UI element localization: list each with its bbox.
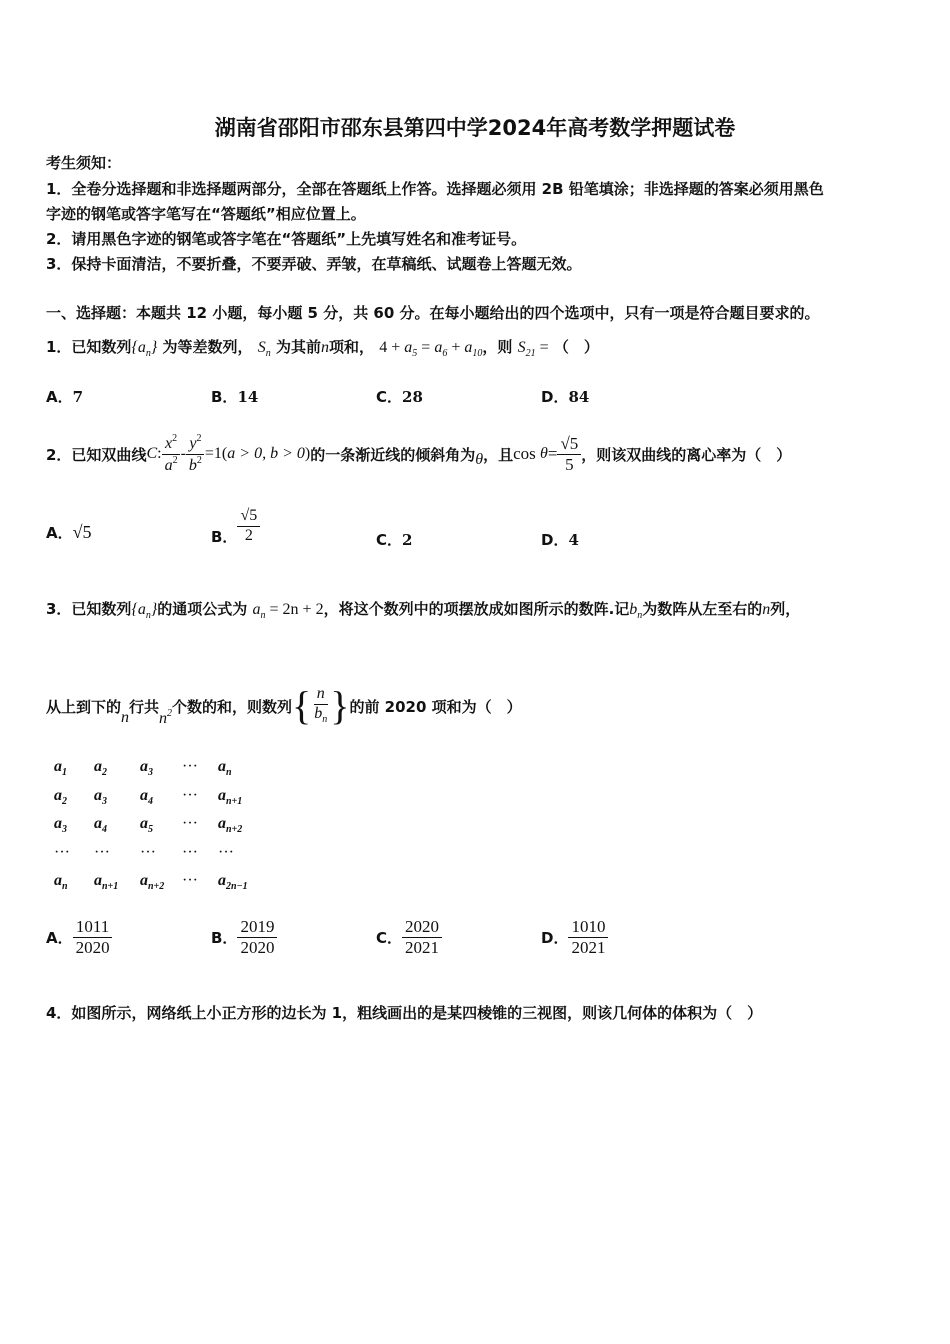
grid-cell: $a_4$ — [140, 787, 153, 807]
q3-option-d[interactable]: D． $\frac{1010}{2021}$ — [541, 918, 608, 957]
q1-text-5: ，则 — [482, 338, 513, 356]
grid-cell: $a_2$ — [54, 787, 67, 807]
question-3-line-2 — [46, 678, 522, 734]
q3-n-squared: $n^2$ — [159, 708, 173, 727]
notice-line-1a: 1．全卷分选择题和非选择题两部分，全部在答题纸上作答。选择题必须用 2B 铅笔填涂；非选择题的答案必须用黑色 — [46, 180, 824, 198]
grid-cell: ··· — [182, 787, 198, 804]
q3-option-a[interactable]: A． $\frac{1011}{2020}$ — [46, 918, 113, 957]
notice-line-2: 2．请用黑色字迹的钢笔或答字笔在“答题纸”上先填写姓名和准考证号。 — [46, 230, 527, 248]
grid-cell: ··· — [182, 758, 198, 775]
q3-text-4: 为数阵从左至右的 — [642, 600, 763, 618]
q2-hyperbola: C : $\frac{x^2}{a^2}$ - $\frac{y^2}{b^2}$ =1( a > 0, b > 0 ) — [146, 432, 311, 474]
grid-cell: $a_4$ — [94, 815, 107, 835]
q3-option-b[interactable]: B． $\frac{2019}{2020}$ — [211, 918, 277, 957]
notice-line-1b: 字迹的钢笔或答字笔写在“答题纸”相应位置上。 — [46, 205, 366, 223]
q2-text-1: 2．已知双曲线 — [46, 445, 147, 464]
q3-text-2: 的通项公式为 — [157, 600, 248, 618]
grid-cell: $a_{n+1}$ — [218, 787, 243, 807]
grid-cell: $a_5$ — [140, 815, 153, 835]
q1-text-2: 为等差数列， — [162, 338, 253, 356]
grid-cell: $a_n$ — [54, 872, 68, 892]
question-1 — [46, 334, 599, 367]
q2-option-b[interactable]: B． $\frac{√5}{2}$ — [211, 506, 260, 547]
q2-theta: θ — [475, 451, 484, 468]
grid-cell: $a_{n+2}$ — [218, 815, 243, 835]
q2-option-d[interactable]: D．4 — [541, 531, 579, 549]
grid-cell: ··· — [182, 844, 198, 861]
q3-text-6: 从上到下的 — [46, 697, 122, 716]
section-heading: 一、选择题：本题共 12 小题，每小题 5 分，共 60 分。在每小题给出的四个选项中，只有一项是符合题目要求的。 — [46, 304, 820, 322]
q3-bn: $b_n$ — [629, 601, 643, 621]
notice-heading: 考生须知： — [46, 154, 122, 172]
grid-cell: $a_3$ — [54, 815, 67, 835]
q1-text-4: 项和， — [329, 338, 375, 356]
q3-frac-seq: { $\frac{n}{b_n}$ } — [292, 683, 350, 728]
grid-cell: $a_1$ — [54, 758, 67, 778]
q2-text-4: ，则该双曲线的离心率为（ ） — [581, 445, 792, 464]
q3-text-7: 行共 — [129, 697, 160, 716]
notice-line-3: 3．保持卡面清洁，不要折叠，不要弄破、弄皱，在草稿纸、试题卷上答题无效。 — [46, 255, 582, 273]
q2-text-2: 的一条渐近线的倾斜角为 — [310, 445, 476, 464]
grid-cell: ··· — [140, 844, 156, 861]
q2-option-c[interactable]: C．2 — [376, 531, 413, 549]
grid-cell: $a_3$ — [140, 758, 153, 778]
grid-cell: $a_2$ — [94, 758, 107, 778]
q1-sn: $S_n$ — [257, 339, 271, 359]
q1-s21: $S_{21}$ = — [517, 339, 549, 359]
grid-cell: ··· — [182, 815, 198, 832]
grid-cell: ··· — [94, 844, 110, 861]
q2-text-3: ，且 — [483, 445, 514, 464]
q1-seq: $\{a_n\}$ — [131, 339, 158, 359]
q3-n: n — [762, 601, 771, 618]
grid-cell: $a_{n+2}$ — [140, 872, 165, 892]
question-4: 4．如图所示，网络纸上小正方形的边长为 1，粗线画出的是某四棱锥的三视图，则该几何体的体积为（ ） — [46, 1004, 763, 1022]
q1-option-c[interactable]: C．28 — [376, 388, 423, 406]
grid-cell: ··· — [54, 844, 70, 861]
grid-cell: $a_{n+1}$ — [94, 872, 119, 892]
q1-n: n — [321, 339, 329, 356]
number-grid — [46, 758, 286, 898]
q1-equation: $4 + a_5 = a_6 + a_{10}$ — [379, 339, 483, 359]
q1-option-a[interactable]: A．7 — [46, 388, 84, 406]
q3-text-1: 3．已知数列 — [46, 600, 132, 618]
q3-text-8: 个数的和，则数列 — [172, 697, 293, 716]
q1-option-d[interactable]: D．84 — [541, 388, 590, 406]
q3-n-row: n — [121, 709, 130, 726]
grid-cell: ··· — [182, 872, 198, 889]
grid-cell: ··· — [218, 844, 234, 861]
q3-text-3: ，将这个数列中的项摆放成如图所示的数阵.记 — [323, 600, 630, 618]
question-2 — [46, 426, 791, 482]
q3-seq: $\{a_n\}$ — [131, 601, 158, 621]
q3-text-9: 的前 2020 项和为（ ） — [349, 697, 522, 716]
q3-option-c[interactable]: C． $\frac{2020}{2021}$ — [376, 918, 442, 957]
grid-cell: $a_n$ — [218, 758, 232, 778]
q2-option-a[interactable]: A． √5 — [46, 522, 92, 542]
q1-option-b[interactable]: B．14 — [211, 388, 259, 406]
grid-cell: $a_3$ — [94, 787, 107, 807]
q1-text-6: （ ） — [553, 338, 599, 356]
grid-cell: $a_{2n-1}$ — [218, 872, 248, 892]
q3-text-5: 列， — [770, 600, 801, 618]
q2-cos-eq: cos θ = $\frac{√5}{5}$ — [513, 435, 581, 474]
page-title: 湖南省邵阳市邵东县第四中学2024年高考数学押题试卷 — [214, 116, 736, 140]
q1-text-3: 为其前 — [275, 338, 321, 356]
question-3-line-1 — [46, 596, 800, 629]
q3-formula: $a_n = 2n + 2$ — [252, 601, 324, 621]
q1-text-1: 1．已知数列 — [46, 338, 132, 356]
